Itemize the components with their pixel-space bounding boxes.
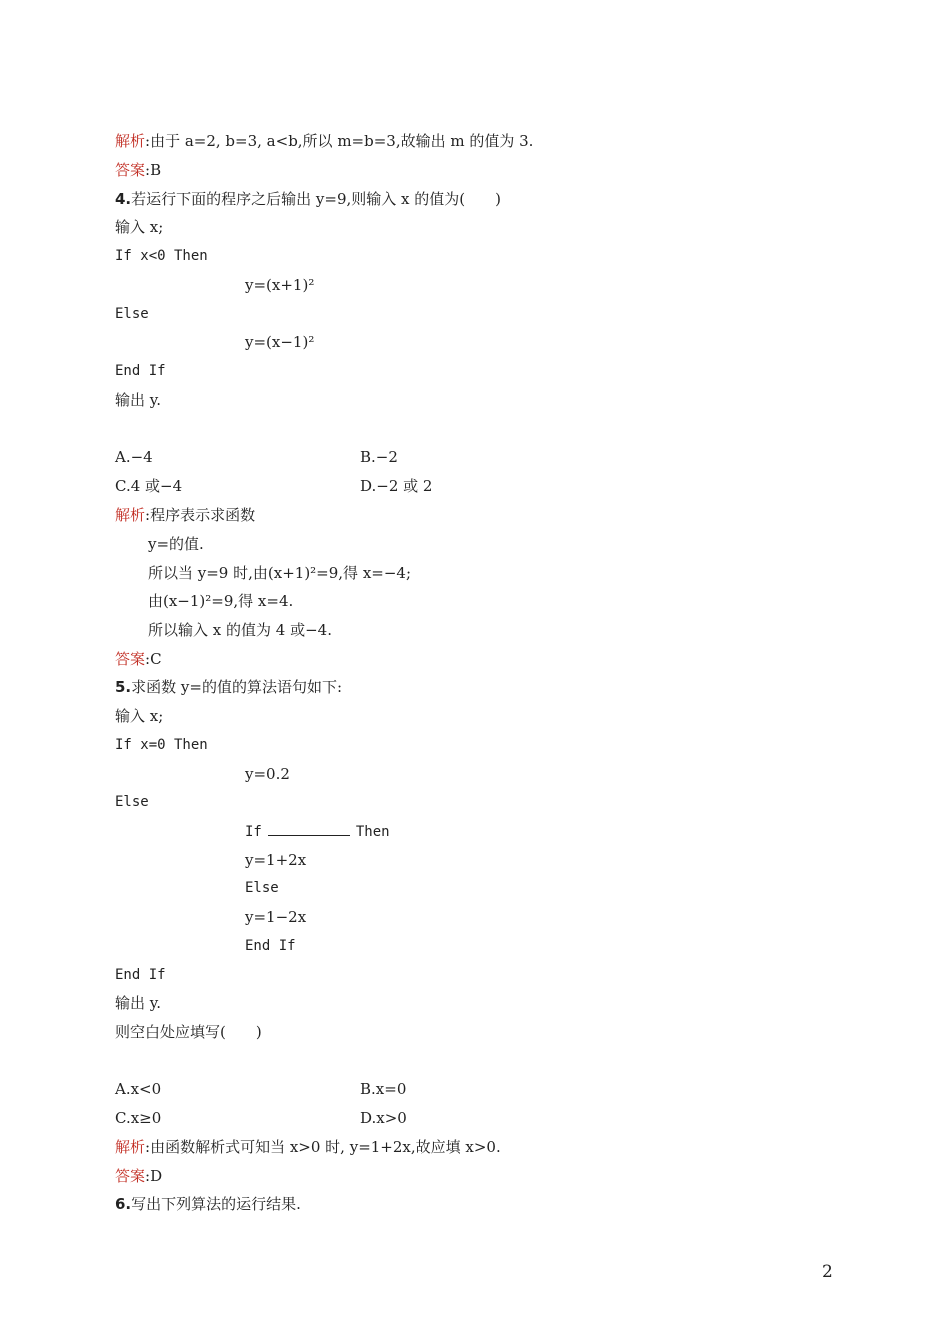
option-b: B.−2 — [360, 448, 398, 466]
answer-text: :B — [145, 161, 162, 179]
question-number: 6. — [115, 1195, 132, 1213]
option-a: A.x<0 — [115, 1080, 162, 1098]
code-line: End If — [115, 967, 166, 983]
options-row — [115, 447, 398, 467]
fill-in-blank — [268, 821, 350, 836]
code-line: End If — [115, 363, 166, 379]
options-row — [115, 1079, 407, 1099]
page-number: 2 — [822, 1262, 833, 1282]
explanation-line: 由(x−1)²=9,得 x=4. — [148, 592, 294, 610]
code-line: End If — [245, 938, 296, 954]
question-text: 若运行下面的程序之后输出 y=9,则输入 x 的值为( ) — [131, 190, 501, 208]
explanation-text: :程序表示求函数 — [145, 506, 256, 524]
code-line: y=1−2x — [245, 908, 307, 926]
explanation-5 — [115, 1137, 501, 1157]
code-line: y=0.2 — [245, 765, 290, 783]
code-line: y=(x+1)² — [245, 276, 315, 294]
answer-4 — [115, 649, 162, 669]
answer-label: 答案 — [115, 161, 146, 179]
code-line: If x=0 Then — [115, 737, 208, 753]
explanation-text: :由函数解析式可知当 x>0 时, y=1+2x,故应填 x>0. — [145, 1138, 501, 1156]
answer-text: :D — [145, 1167, 163, 1185]
explanation-text: :由于 a=2, b=3, a<b,所以 m=b=3,故输出 m 的值为 3. — [145, 132, 534, 150]
code-line: Else — [115, 794, 149, 810]
code-keyword-if: If — [245, 824, 262, 840]
answer-text: :C — [145, 650, 162, 668]
answer-3 — [115, 160, 161, 180]
options-row — [115, 1108, 407, 1128]
option-d: D.−2 或 2 — [360, 477, 433, 495]
question-6 — [115, 1194, 301, 1214]
question-5 — [115, 677, 342, 697]
code-line: y=(x−1)² — [245, 333, 315, 351]
code-line: y=1+2x — [245, 851, 307, 869]
question-number: 5. — [115, 678, 132, 696]
explanation-3 — [115, 131, 533, 151]
question-4 — [115, 189, 501, 209]
option-c: C.x≥0 — [115, 1109, 162, 1127]
question-prompt: 则空白处应填写( ) — [115, 1023, 262, 1041]
question-number: 4. — [115, 190, 132, 208]
explanation-label: 解析 — [115, 1138, 146, 1156]
explanation-label: 解析 — [115, 132, 146, 150]
explanation-4 — [115, 505, 255, 525]
option-d: D.x>0 — [360, 1109, 407, 1127]
answer-5 — [115, 1166, 162, 1186]
code-line — [245, 821, 390, 841]
answer-label: 答案 — [115, 1167, 146, 1185]
question-text: 求函数 y=的值的算法语句如下: — [131, 678, 343, 696]
explanation-line: 所以当 y=9 时,由(x+1)²=9,得 x=−4; — [148, 564, 412, 582]
code-line: 输出 y. — [115, 994, 162, 1012]
explanation-line: y=的值. — [148, 535, 204, 553]
code-line: Else — [115, 306, 149, 322]
option-b: B.x=0 — [360, 1080, 407, 1098]
code-line: 输出 y. — [115, 391, 162, 409]
explanation-label: 解析 — [115, 506, 146, 524]
answer-label: 答案 — [115, 650, 146, 668]
code-line: 输入 x; — [115, 218, 164, 236]
code-line: If x<0 Then — [115, 248, 208, 264]
question-text: 写出下列算法的运行结果. — [131, 1195, 301, 1213]
option-a: A.−4 — [115, 448, 153, 466]
explanation-line: 所以输入 x 的值为 4 或−4. — [148, 621, 332, 639]
code-line: Else — [245, 880, 279, 896]
code-line: 输入 x; — [115, 707, 164, 725]
option-c: C.4 或−4 — [115, 477, 183, 495]
options-row — [115, 476, 433, 496]
code-keyword-then: Then — [355, 824, 390, 840]
